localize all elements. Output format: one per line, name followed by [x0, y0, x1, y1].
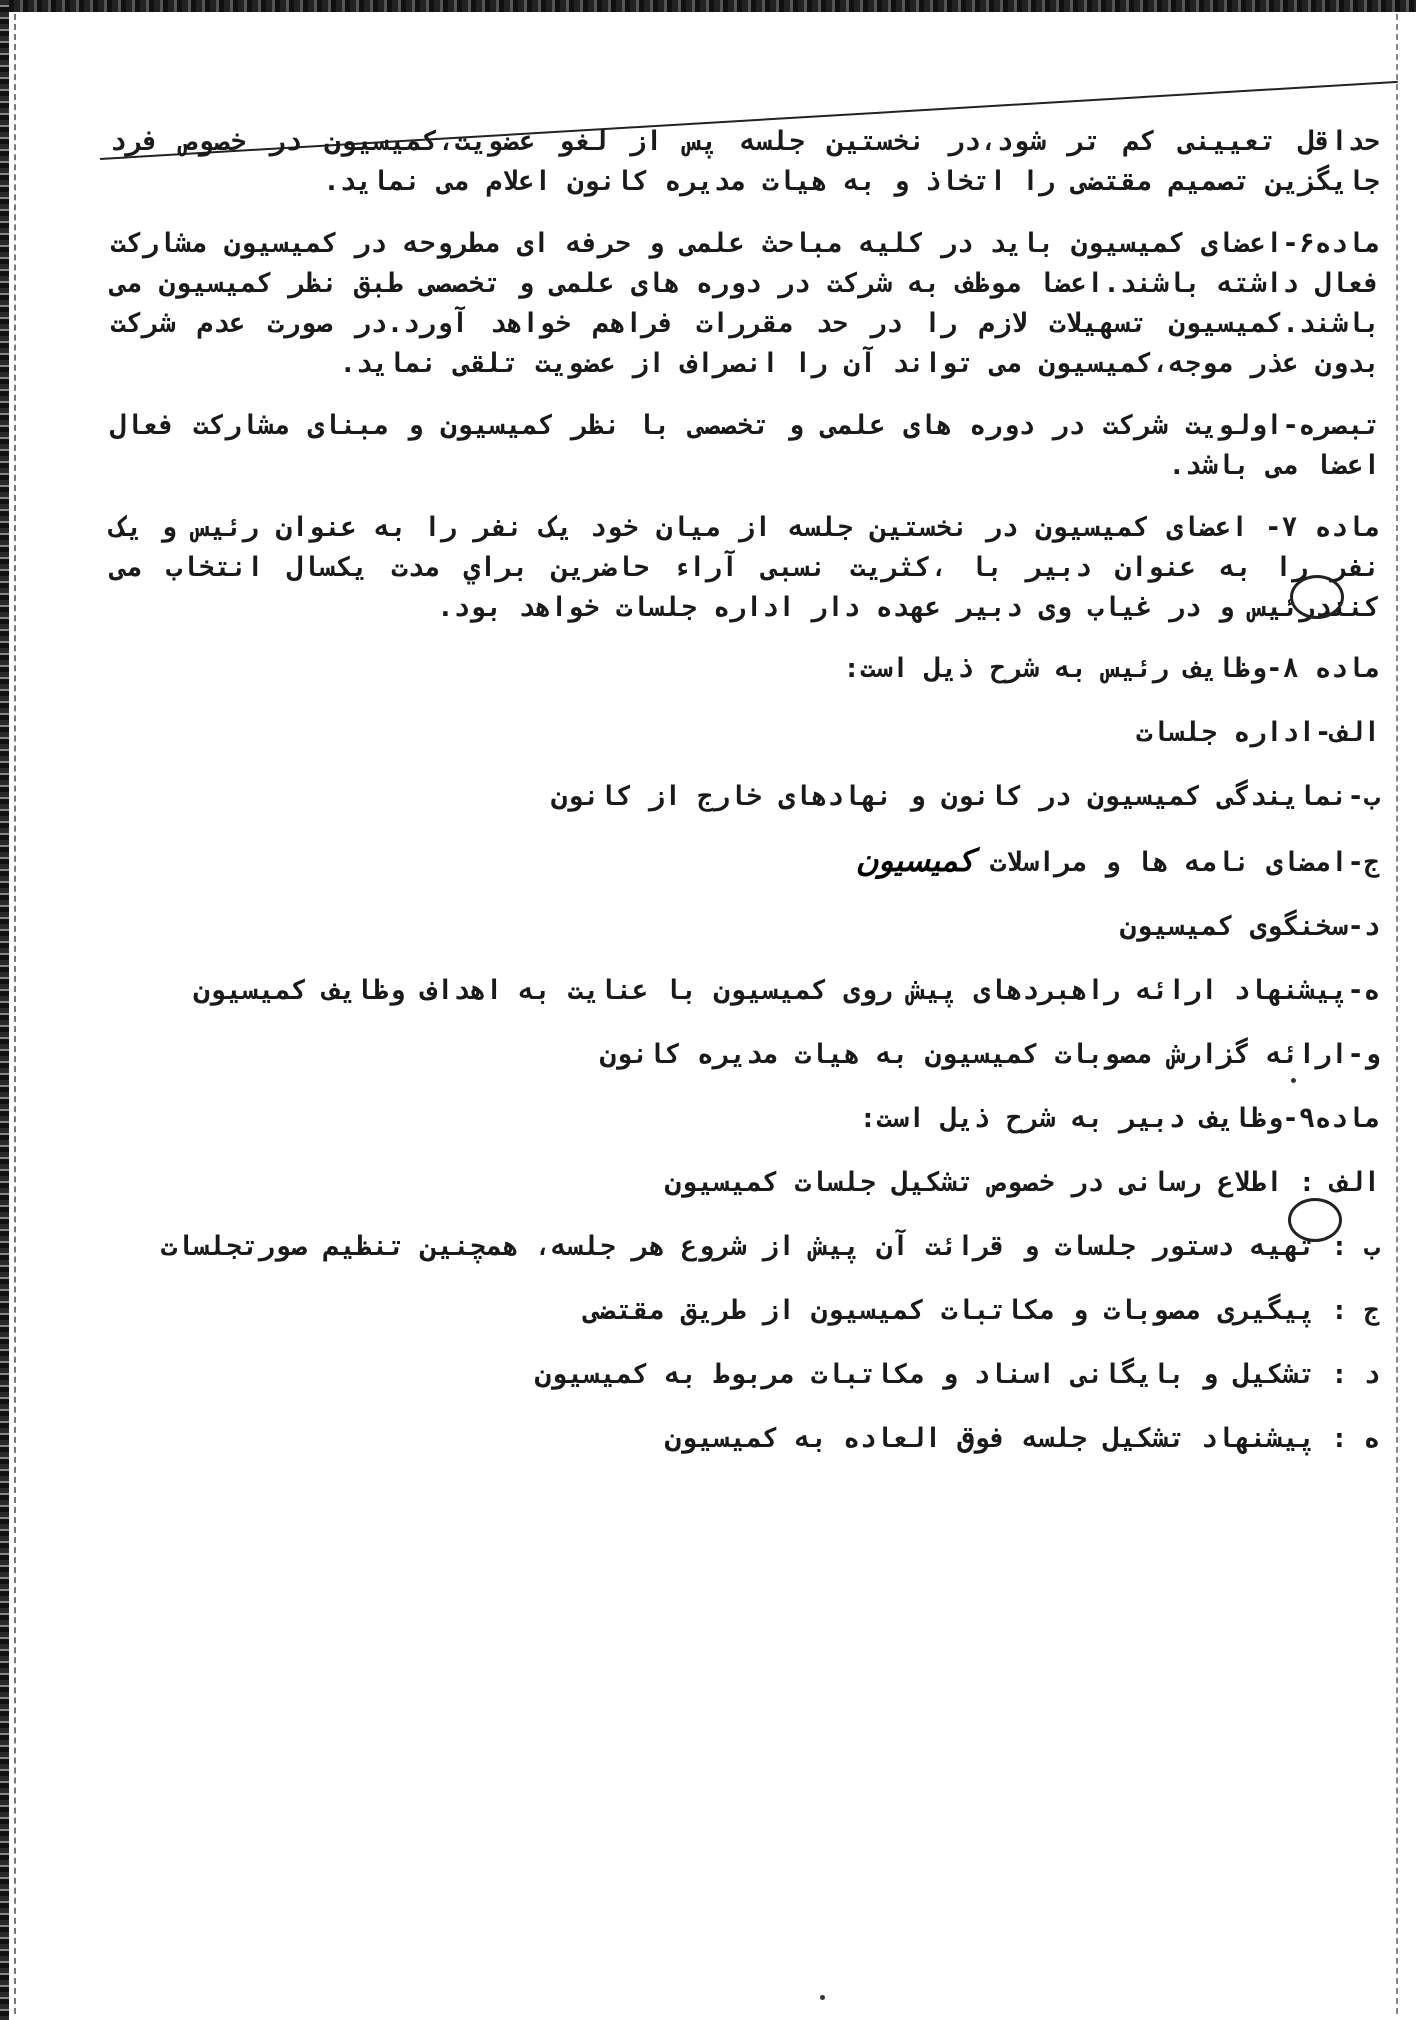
document-body — [110, 122, 1380, 1484]
punch-hole-mark — [1290, 575, 1344, 619]
article-8-item-e: ه-پیشنهاد ارائه راهبردهای پیش روی کمیسیون با عنایت به اهداف وظایف کمیسیون — [193, 975, 1380, 1006]
paragraph-continuation: حداقل تعیینی کم تر شود،در نخستین جلسه پس از لغو عضویت،کمیسیون در خصوص فرد جایگزین تصمیم مقتضی را اتخاذ و به هیات مدیره کانون اعلام می نماید. — [110, 126, 1380, 197]
article-8-heading: ماده ۸-وظایف رئیس به شرح ذیل است: — [843, 653, 1380, 684]
article-8-item-b: ب-نمایندگی کمیسیون در کانون و نهادهای خارج از کانون — [550, 781, 1380, 812]
handwritten-annotation: کمیسیون — [855, 843, 974, 879]
left-margin-line — [14, 14, 16, 2014]
article-9-item-c: ج : پیگیری مصوبات و مکاتبات کمیسیون از طریق مقتضی — [583, 1295, 1380, 1326]
article-8-item-c — [110, 842, 1380, 882]
article-9-item-a: الف : اطلاع رسانی در خصوص تشکیل جلسات کمیسیون — [664, 1167, 1380, 1198]
article-8-item-f: و-ارائه گزارش مصوبات کمیسیون به هیات مدیره کانون — [599, 1039, 1380, 1070]
paragraph-note: تبصره-اولویت شرکت در دوره های علمی و تخصصی با نظر کمیسیون و مبنای مشارکت فعال اعضا می باشد. — [110, 410, 1380, 481]
right-margin-line — [1396, 14, 1398, 2014]
article-9-heading: ماده۹-وظایف دبیر به شرح ذیل است: — [859, 1103, 1380, 1134]
scan-left-edge — [0, 0, 9, 2020]
article-9-item-e: ه : پیشنهاد تشکیل جلسه فوق العاده به کمیسیون — [664, 1423, 1380, 1454]
article-8-item-d: د-سخنگوی کمیسیون — [1119, 911, 1380, 942]
paragraph-article-7: ماده ۷- اعضای کمیسیون در نخستین جلسه از میان خود یک نفر را به عنوان رئیس و یک نفر را به عنوان دبیر با ،کثریت نسبی آراء حاضرین براي مدت یکسال انتخاب می کنندرئیس و در غیاب وی دبیر عهده دار اداره جلسات خواهد بود. — [110, 512, 1380, 623]
ink-dot — [1291, 1078, 1296, 1083]
article-9-item-d: د : تشکیل و بایگانی اسناد و مکاتبات مربوط به کمیسیون — [534, 1359, 1380, 1390]
article-8-item-a: الف-اداره جلسات — [1136, 717, 1380, 748]
article-9-item-b: ب : تهیه دستور جلسات و قرائت آن پیش از شروع هر جلسه، همچنین تنظیم صورتجلسات — [160, 1231, 1380, 1262]
paragraph-article-6: ماده۶-اعضای کمیسیون باید در کلیه مباحث علمی و حرفه ای مطروحه در کمیسیون مشارکت فعال داشته باشند.اعضا موظف به شرکت در دوره های علمی و تخصصی طبق نظر کمیسیون می باشند.کمیسیون تسهیلات لازم را در حد مقررات فراهم خواهد آورد.در صورت عدم شرکت بدون عذر موجه،کمیسیون می تواند آن را انصراف از عضویت تلقی نماید. — [110, 228, 1380, 379]
scan-top-edge — [0, 0, 1416, 12]
punch-hole-mark — [1288, 1198, 1342, 1242]
article-8-item-c-text: ج-امضای نامه ها و مراسلات — [989, 847, 1380, 878]
ink-dot — [820, 1995, 825, 2000]
